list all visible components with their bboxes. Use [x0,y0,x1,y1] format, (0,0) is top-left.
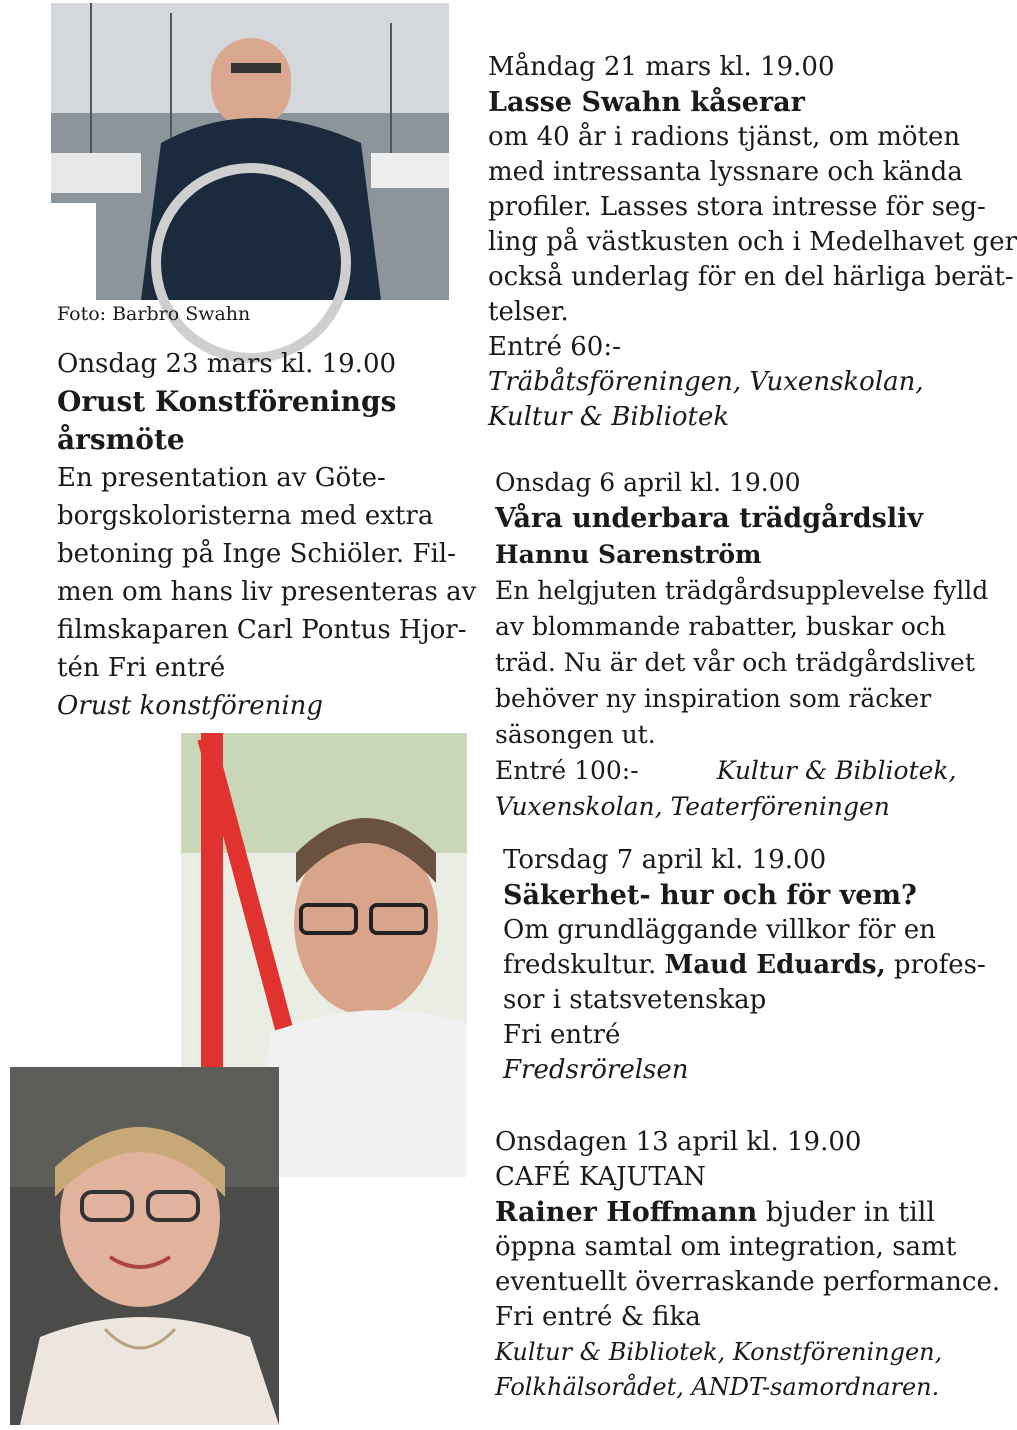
event-desc-line: En helgjuten trädgårdsupplevelse fylld [495,576,989,605]
event-speaker: Hannu Sarenström [495,540,762,569]
event-desc-line [495,1195,1000,1230]
event-speaker: Maud Eduards, [664,950,886,980]
event-cafe-kajutan [495,1125,1000,1405]
event-tradgardsliv [495,465,988,825]
event-date: Onsdagen 13 april kl. 19.00 [495,1127,862,1157]
event-desc-line: sor i statsvetenskap [503,985,767,1015]
event-organizers: Kultur & Bibliotek, [716,756,957,785]
event-entry: Entré 100:- [495,756,639,785]
event-desc-line: också underlag för en del härliga berät- [488,262,1014,292]
event-desc-line: men om hans liv presenteras av [57,577,477,607]
event-desc-line: tén Fri entré [57,653,226,683]
event-desc-line: behöver ny inspiration som räcker [495,684,932,713]
event-sakerhet [503,843,986,1088]
photo-maud-eduards [10,1067,279,1425]
event-desc-line: borgskoloristerna med extra [57,501,434,531]
event-title: Säkerhet- hur och för vem? [503,880,917,911]
event-date: Onsdag 6 april kl. 19.00 [495,468,801,497]
desc-text: profes- [885,950,986,980]
event-desc-line: Om grundläggande villkor för en [503,915,936,945]
event-title: Orust Konstförenings [57,385,397,418]
event-organizers: Folkhälsorådet, ANDT-samordnaren. [495,1373,940,1401]
photo-caption: Foto: Barbro Swahn [57,303,251,325]
event-entry: Fri entré [503,1020,621,1050]
event-date: Måndag 21 mars kl. 19.00 [488,52,835,82]
event-desc-line: träd. Nu är det vår och trädgårdslivet [495,648,975,677]
event-date: Torsdag 7 april kl. 19.00 [503,845,827,875]
event-desc-line: betoning på Inge Schiöler. Fil- [57,539,456,569]
event-entry: Fri entré & fika [495,1302,701,1332]
event-desc-line: En presentation av Göte- [57,463,386,493]
event-orust-konstforening [57,345,476,725]
event-desc-line: av blommande rabatter, buskar och [495,612,946,641]
event-organizer: Orust konstförening [57,691,324,721]
event-desc-line: eventuellt överraskande performance. [495,1267,1001,1297]
event-desc-line: profiler. Lasses stora intresse för seg- [488,192,986,222]
event-organizer: Fredsrörelsen [503,1055,689,1085]
event-entry-row [495,753,988,789]
event-title: Våra underbara trädgårdsliv [495,503,924,534]
man-sailboat-icon [51,3,449,300]
event-organizers: Träbåtsföreningen, Vuxenskolan, [488,367,924,397]
event-title: Lasse Swahn kåserar [488,87,805,118]
event-organizers: Kultur & Bibliotek [488,402,730,432]
desc-text: fredskultur. [503,950,665,980]
event-venue: CAFÉ KAJUTAN [495,1162,706,1192]
woman-glasses-icon [10,1067,279,1425]
event-desc-line: om 40 år i radions tjänst, om möten [488,122,961,152]
photo-lasse-swahn [51,3,449,300]
event-date: Onsdag 23 mars kl. 19.00 [57,349,397,379]
event-lasse-swahn [488,50,1017,435]
event-organizers: Vuxenskolan, Teaterföreningen [495,792,890,821]
event-desc-line: ling på västkusten och i Medelhavet ger [488,227,1017,257]
event-desc-line: med intressanta lyssnare och kända [488,157,963,187]
event-desc-line: säsongen ut. [495,720,656,749]
event-organizers: Kultur & Bibliotek, Konstföreningen, [495,1338,943,1366]
event-speaker: Rainer Hoffmann [495,1197,758,1228]
event-desc-line [503,948,986,983]
event-entry: Entré 60:- [488,332,621,362]
event-desc-line: öppna samtal om integration, samt [495,1232,957,1262]
event-desc-line: filmskaparen Carl Pontus Hjor- [57,615,467,645]
event-title: årsmöte [57,423,185,456]
event-desc-line: telser. [488,297,569,327]
desc-text: bjuder in till [757,1197,935,1228]
